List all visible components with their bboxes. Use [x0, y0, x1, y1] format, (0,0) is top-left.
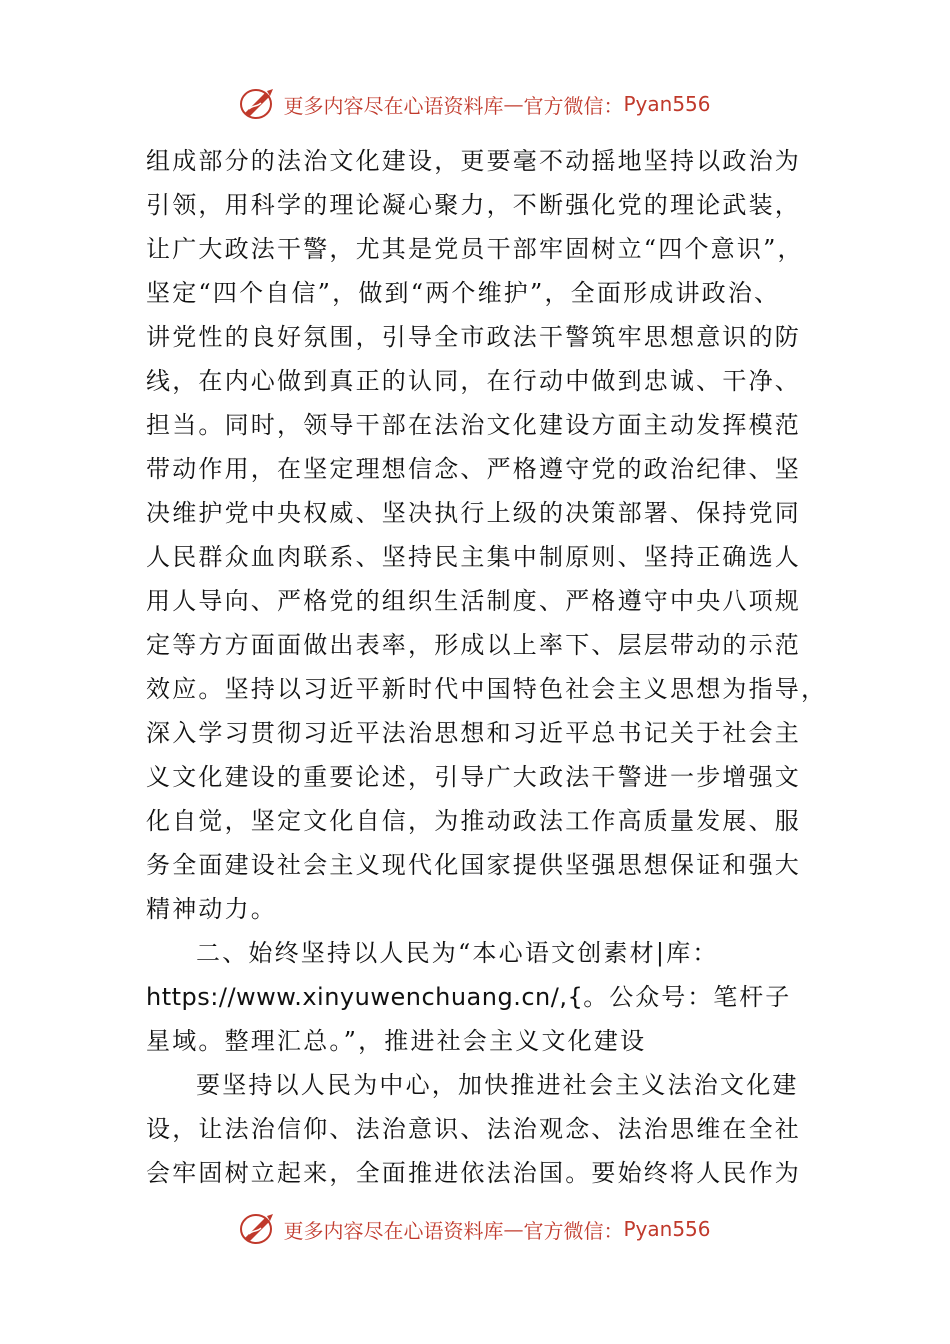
text-line: 讲党性的良好氛围，引导全市政法干警筑牢思想意识的防 [146, 323, 801, 351]
watermark-official: 官方微信： [523, 1218, 624, 1243]
section-heading-end: 星域。整理汇总。”，推进社会主义文化建设 [146, 1027, 647, 1055]
document-body [146, 139, 828, 1195]
text-line: 引领，用科学的理论凝心聚力，不断强化党的理论武装， [146, 191, 801, 219]
text-line: 带动作用，在坚定理想信念、严格遵守党的政治纪律、坚 [146, 455, 801, 483]
text-line: 让广大政法干警，尤其是党员干部牢固树立“四个意识”， [146, 235, 804, 263]
watermark-brand: 更多内容尽在心语资料库 [283, 93, 504, 118]
watermark-brand: 更多内容尽在心语资料库 [283, 1218, 504, 1243]
text-line: 定等方方面面做出表率，形成以上率下、层层带动的示范 [146, 631, 801, 659]
watermark-dash: — [503, 92, 524, 116]
text-line: 坚定“四个自信”，做到“两个维护”，全面形成讲政治、 [146, 279, 781, 307]
text-line: 用人导向、严格党的组织生活制度、严格遵守中央八项规 [146, 587, 801, 615]
text-line: 效应。坚持以习近平新时代中国特色社会主义思想为指导， [146, 675, 828, 703]
url-line [146, 975, 796, 1019]
text-line: 义文化建设的重要论述，引导广大政法干警进一步增强文 [146, 763, 801, 791]
watermark-official: 官方微信： [523, 93, 624, 118]
text-line: 线，在内心做到真正的认同，在行动中做到忠诚、干净、 [146, 367, 801, 395]
text-line: 担当。同时，领导干部在法治文化建设方面主动发挥模范 [146, 411, 801, 439]
watermark-header [0, 84, 950, 124]
watermark-account: Pyan556 [623, 92, 711, 116]
url-text[interactable]: https://www.xinyuwenchuang.cn/,{ [146, 983, 584, 1011]
text-line: 组成部分的法治文化建设，更要毫不动摇地坚持以政治为 [146, 147, 801, 175]
text-line: 人民群众血肉联系、坚持民主集中制原则、坚持正确选人 [146, 543, 801, 571]
watermark-account: Pyan556 [623, 1217, 711, 1241]
watermark-footer [0, 1209, 950, 1249]
watermark-dash: — [503, 1217, 524, 1241]
text-line: 深入学习贯彻习近平法治思想和习近平总书记关于社会主 [146, 719, 801, 747]
text-line: 务全面建设社会主义现代化国家提供坚强思想保证和强大 [146, 851, 801, 879]
pen-logo-icon [239, 87, 277, 121]
text-line: 会牢固树立起来，全面推进依法治国。要始终将人民作为 [146, 1159, 801, 1187]
text-line: 设，让法治信仰、法治意识、法治观念、法治思维在全社 [146, 1115, 801, 1143]
public-account-text: 。公众号：笔杆子 [583, 983, 792, 1011]
pen-logo-icon [239, 1212, 277, 1246]
text-line: 精神动力。 [146, 895, 277, 923]
section-heading: 二、始终坚持以人民为“本心语文创素材|库： [196, 939, 719, 967]
text-line: 决维护党中央权威、坚决执行上级的决策部署、保持党同 [146, 499, 801, 527]
text-line: 化自觉，坚定文化自信，为推动政法工作高质量发展、服 [146, 807, 801, 835]
text-line: 要坚持以人民为中心，加快推进社会主义法治文化建 [196, 1071, 799, 1099]
